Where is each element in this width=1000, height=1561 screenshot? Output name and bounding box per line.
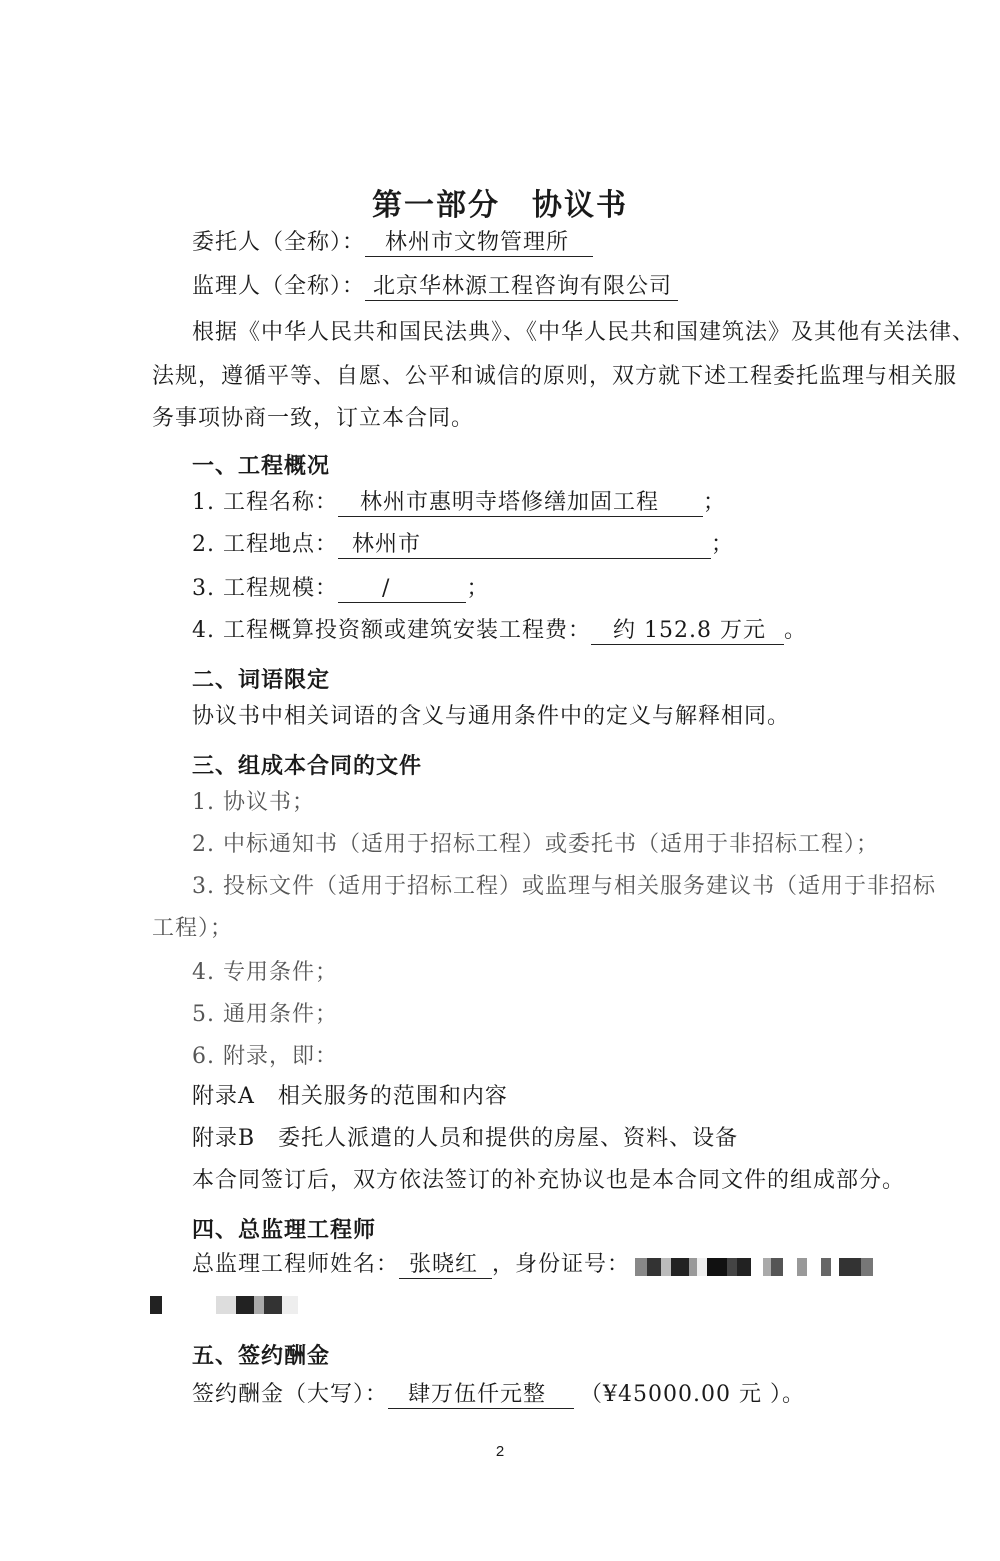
intro-line-2: 法规，遵循平等、自愿、公平和诚信的原则，双方就下述工程委托监理与相关服 [152,364,958,389]
project-cost-label: 工程概算投资额或建筑安装工程费： [223,618,592,643]
project-cost-value: 约 152.8 万元 [591,618,784,645]
section1-heading: 一、工程概况 [192,454,331,479]
page-number: 2 [495,1443,505,1460]
section2-heading: 二、词语限定 [192,668,331,693]
project-cost-line [192,616,807,646]
project-name-line [192,488,726,518]
client-value: 林州市文物管理所 [365,230,593,257]
project-location-value: 林州市 [338,532,711,559]
item-number: 4. [192,618,215,643]
supervisor-label: 监理人（全称）： [192,274,366,299]
supervisor-value: 北京华林源工程咨询有限公司 [365,274,678,301]
project-scale-line [192,574,489,604]
project-name-value: 林州市惠明寺塔修缮加固工程 [338,490,703,517]
punct: ； [711,532,735,557]
section5-heading: 五、签约酬金 [192,1344,331,1369]
supervisor-line [192,272,678,302]
contract-fee-upper: 肆万伍仟元整 [388,1382,574,1409]
project-scale-value: / [338,576,466,603]
project-name-label: 工程名称： [223,490,339,515]
doc-item-3a: 3. 投标文件（适用于招标工程）或监理与相关服务建议书（适用于非招标 [192,874,936,899]
project-location-line [192,530,734,560]
item-number: 2. [192,532,215,557]
project-location-label: 工程地点： [223,532,339,557]
id-number-label: ，身份证号： [492,1252,631,1277]
appendix-b: 附录B 委托人派遣的人员和提供的房屋、资料、设备 [192,1126,739,1151]
punct: 。 [783,618,807,643]
punct: ； [703,490,727,515]
contract-fee-label: 签约酬金（大写）： [192,1382,389,1407]
item-number: 1. [192,490,215,515]
section4-heading: 四、总监理工程师 [192,1218,377,1243]
chief-engineer-name: 张晓红 [399,1252,492,1279]
chief-engineer-line [192,1250,630,1280]
item-number: 3. [192,576,215,601]
appendix-a: 附录A 相关服务的范围和内容 [192,1084,508,1109]
doc-item-5: 5. 通用条件； [192,1002,338,1027]
intro-line-1: 根据《中华人民共和国民法典》、《中华人民共和国建筑法》及其他有关法律、 [192,320,976,345]
client-label: 委托人（全称）： [192,230,366,255]
project-scale-label: 工程规模： [223,576,339,601]
doc-item-1: 1. 协议书； [192,790,315,815]
section2-text: 协议书中相关词语的含义与通用条件中的定义与解释相同。 [192,704,791,729]
client-line [192,228,593,258]
page-title: 第一部分 协议书 [372,188,628,223]
section3-closing: 本合同签订后，双方依法签订的补充协议也是本合同文件的组成部分。 [192,1168,906,1193]
section3-heading: 三、组成本合同的文件 [192,754,423,779]
doc-item-3b: 工程）； [152,916,234,941]
intro-line-3: 务事项协商一致，订立本合同。 [152,406,475,431]
contract-fee-line [192,1380,805,1410]
punct: ； [466,576,490,601]
redacted-id-number-cont [150,1296,310,1314]
redacted-id-number [635,1258,905,1276]
chief-engineer-label: 总监理工程师姓名： [192,1252,400,1277]
doc-item-4: 4. 专用条件； [192,960,338,985]
contract-fee-number: （¥45000.00 元 ）。 [580,1382,805,1407]
doc-item-2: 2. 中标通知书（适用于招标工程）或委托书（适用于非招标工程）； [192,832,879,857]
doc-item-6: 6. 附录，即： [192,1044,338,1069]
